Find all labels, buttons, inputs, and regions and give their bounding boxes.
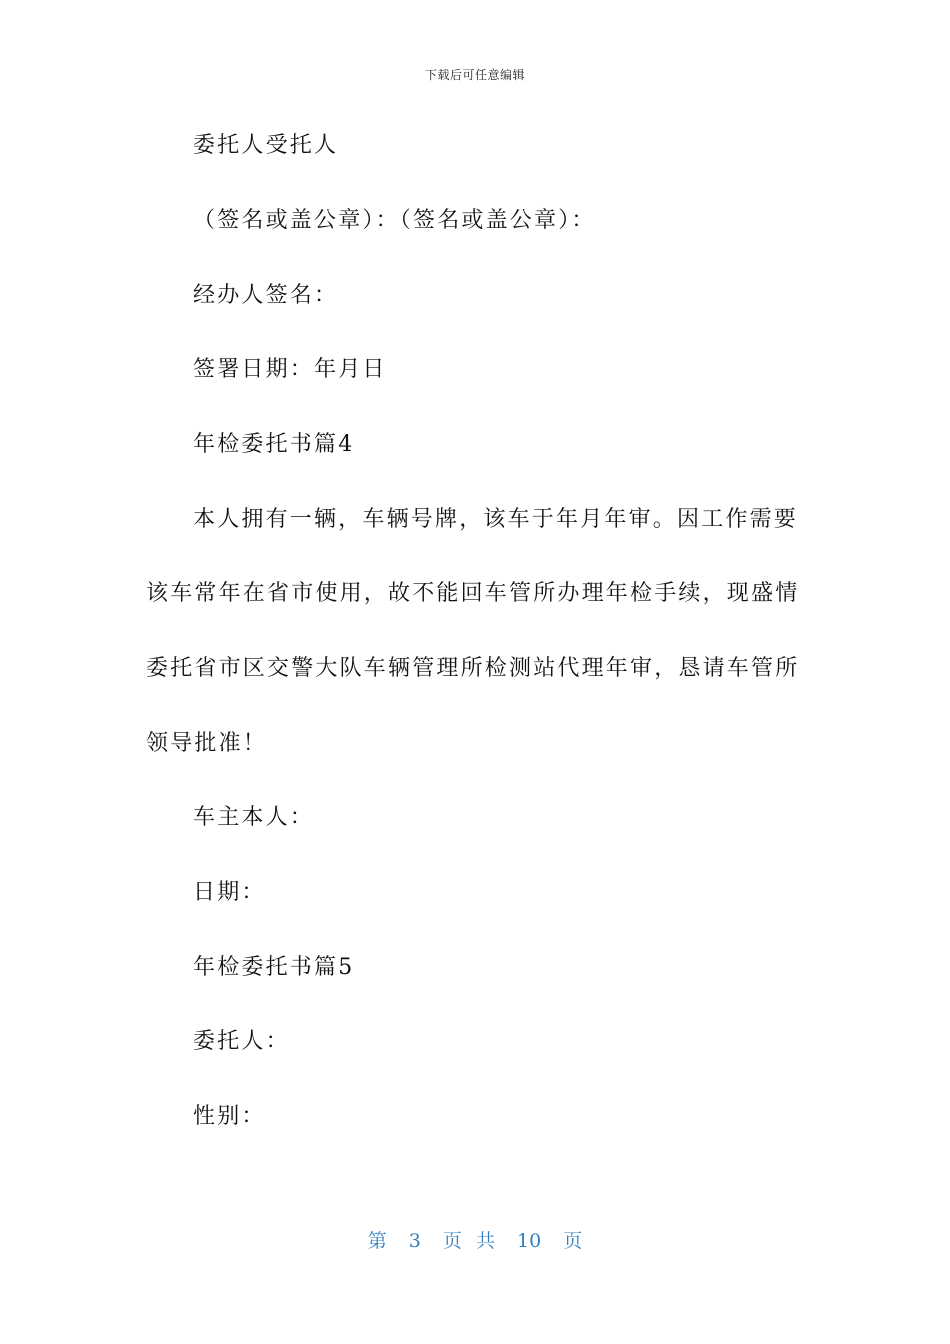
footer-prefix: 第 <box>367 1230 387 1252</box>
section-heading-5: 年检委托书篇5 <box>193 955 355 980</box>
paragraph-sign-date: 签署日期：年月日 <box>193 357 387 382</box>
paragraph-body-line-3: 委托省市区交警大队车辆管理所检测站代理年审，恳请车管所 <box>146 656 800 681</box>
paragraph-body-line-2: 该车常年在省市使用，故不能回车管所办理年检手续，现盛情 <box>146 581 800 606</box>
paragraph-body-line-4: 领导批准！ <box>146 731 268 756</box>
paragraph-principal: 委托人： <box>193 1029 290 1054</box>
paragraph-sign-or-seal: （签名或盖公章）：（签名或盖公章）： <box>193 208 596 233</box>
paragraph-owner: 车主本人： <box>193 805 315 830</box>
paragraph-date: 日期： <box>193 880 266 905</box>
page-number-footer <box>0 1226 950 1253</box>
paragraph-handler-signature: 经办人签名： <box>193 283 339 308</box>
footer-middle: 页 共 <box>442 1230 495 1252</box>
footer-current-page: 3 <box>408 1230 421 1252</box>
paragraph-gender: 性别： <box>193 1104 266 1129</box>
footer-suffix: 页 <box>563 1230 583 1252</box>
header-note: 下载后可任意编辑 <box>424 68 525 82</box>
footer-total-pages: 10 <box>517 1230 542 1252</box>
paragraph-signatories: 委托人受托人 <box>193 133 339 158</box>
paragraph-body-line-1: 本人拥有一辆，车辆号牌，该车于年月年审。因工作需要 <box>193 507 799 532</box>
section-heading-4: 年检委托书篇4 <box>193 432 355 457</box>
